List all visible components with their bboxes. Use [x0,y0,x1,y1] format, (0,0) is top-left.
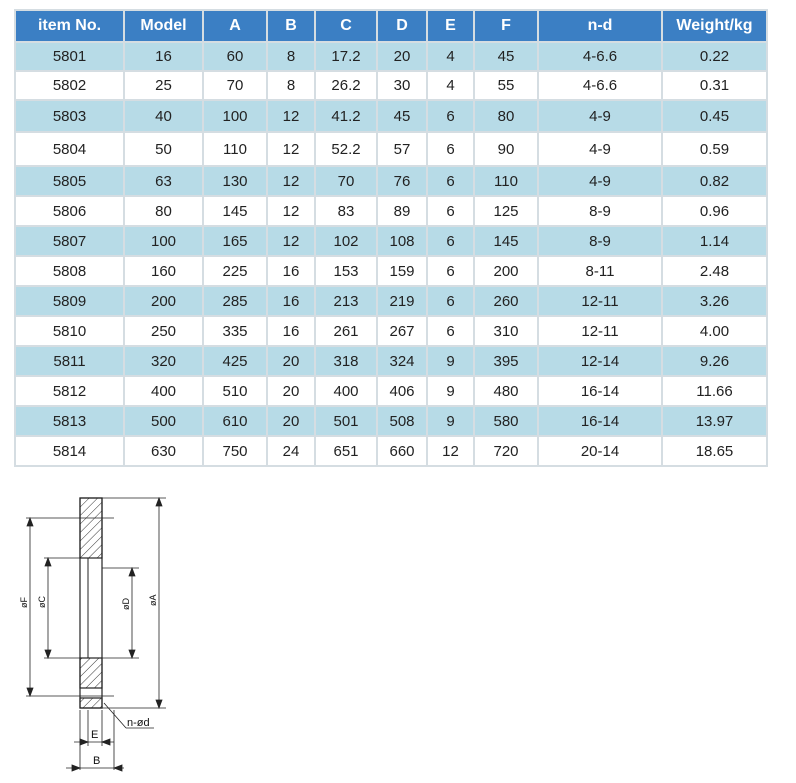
table-cell: 5801 [16,43,123,70]
table-cell: 400 [316,377,376,405]
table-cell: 651 [316,437,376,465]
table-body [16,43,766,465]
table-cell: 5804 [16,133,123,165]
table-cell: 630 [125,437,202,465]
table-cell: 8 [268,43,314,70]
table-row [16,101,766,131]
table-cell: 261 [316,317,376,345]
table-cell: 0.96 [663,197,766,225]
table-cell: 5812 [16,377,123,405]
table-cell: 12 [268,227,314,255]
table-cell: 108 [378,227,426,255]
table-cell: 5807 [16,227,123,255]
table-cell: 5809 [16,287,123,315]
table-cell: 16 [125,43,202,70]
table-cell: 17.2 [316,43,376,70]
table-cell: 0.22 [663,43,766,70]
column-header: E [428,11,473,41]
table-cell: 660 [378,437,426,465]
table-cell: 406 [378,377,426,405]
dimension-d-label: øD [121,598,131,610]
table-cell: 89 [378,197,426,225]
flange-spec-table [14,9,768,467]
table-cell: 60 [204,43,266,70]
table-cell: 425 [204,347,266,375]
table-cell: 52.2 [316,133,376,165]
column-header: A [204,11,266,41]
table-row [16,167,766,195]
table-cell: 83 [316,197,376,225]
table-cell: 20 [378,43,426,70]
table-row [16,287,766,315]
table-cell: 3.26 [663,287,766,315]
table-cell: 159 [378,257,426,285]
table-cell: 63 [125,167,202,195]
column-header: n-d [539,11,661,41]
dimension-a-label: øA [148,594,158,606]
table-cell: 12 [268,133,314,165]
table-row [16,317,766,345]
table-cell: 153 [316,257,376,285]
table-cell: 90 [475,133,537,165]
table-row [16,197,766,225]
table-cell: 16 [268,287,314,315]
table-cell: 45 [475,43,537,70]
table-cell: 250 [125,317,202,345]
table-cell: 510 [204,377,266,405]
table-cell: 0.59 [663,133,766,165]
table-row [16,133,766,165]
table-cell: 2.48 [663,257,766,285]
table-cell: 5803 [16,101,123,131]
table-cell: 12-14 [539,347,661,375]
column-header: B [268,11,314,41]
table-cell: 5810 [16,317,123,345]
table-cell: 6 [428,257,473,285]
table-cell: 145 [204,197,266,225]
table-cell: 4-9 [539,133,661,165]
table-cell: 165 [204,227,266,255]
table-cell: 4-6.6 [539,72,661,99]
table-cell: 720 [475,437,537,465]
table-cell: 20 [268,407,314,435]
table-cell: 0.82 [663,167,766,195]
column-header: F [475,11,537,41]
column-header: D [378,11,426,41]
table-cell: 12 [268,101,314,131]
table-cell: 6 [428,101,473,131]
table-cell: 100 [204,101,266,131]
dimension-e-label: E [91,729,99,741]
table-cell: 125 [475,197,537,225]
table-cell: 395 [475,347,537,375]
table-cell: 55 [475,72,537,99]
table-cell: 4.00 [663,317,766,345]
dimension-b-label: B [93,755,101,767]
flange-drawing [14,488,184,778]
table-cell: 6 [428,197,473,225]
table-cell: 6 [428,227,473,255]
table-cell: 285 [204,287,266,315]
table-cell: 12-11 [539,287,661,315]
table-cell: 8-9 [539,227,661,255]
table-cell: 30 [378,72,426,99]
table-cell: 11.66 [663,377,766,405]
table-cell: 260 [475,287,537,315]
table-cell: 9 [428,347,473,375]
table-cell: 24 [268,437,314,465]
table-cell: 8-9 [539,197,661,225]
table-cell: 102 [316,227,376,255]
table-cell: 110 [475,167,537,195]
table-cell: 580 [475,407,537,435]
table-cell: 508 [378,407,426,435]
table-cell: 18.65 [663,437,766,465]
table-cell: 41.2 [316,101,376,131]
table-cell: 9 [428,377,473,405]
table-cell: 500 [125,407,202,435]
column-header: Model [125,11,202,41]
table-cell: 6 [428,133,473,165]
table-cell: 12 [268,167,314,195]
table-cell: 12 [268,197,314,225]
table-cell: 0.31 [663,72,766,99]
table-cell: 324 [378,347,426,375]
table-cell: 25 [125,72,202,99]
table-cell: 318 [316,347,376,375]
table-cell: 6 [428,287,473,315]
table-cell: 4 [428,43,473,70]
table-cell: 145 [475,227,537,255]
table-cell: 8-11 [539,257,661,285]
table-cell: 16 [268,317,314,345]
table-cell: 100 [125,227,202,255]
table-cell: 13.97 [663,407,766,435]
table-cell: 45 [378,101,426,131]
table-cell: 40 [125,101,202,131]
table-cell: 267 [378,317,426,345]
table-cell: 16 [268,257,314,285]
table-cell: 5806 [16,197,123,225]
table-row [16,72,766,99]
table-cell: 4-6.6 [539,43,661,70]
table-cell: 310 [475,317,537,345]
table-cell: 20 [268,347,314,375]
table-cell: 610 [204,407,266,435]
table-cell: 4-9 [539,167,661,195]
table-cell: 200 [475,257,537,285]
dimension-c-label: øC [37,596,47,608]
flange-section [80,498,102,708]
table-row [16,377,766,405]
table-cell: 20-14 [539,437,661,465]
table-cell: 16-14 [539,377,661,405]
table-cell: 4 [428,72,473,99]
table-cell: 480 [475,377,537,405]
column-header: C [316,11,376,41]
table-cell: 0.45 [663,101,766,131]
table-cell: 80 [125,197,202,225]
table-cell: 501 [316,407,376,435]
table-row [16,227,766,255]
table-row [16,407,766,435]
table-cell: 50 [125,133,202,165]
table-cell: 9 [428,407,473,435]
table-header-row [16,11,766,41]
table-cell: 5805 [16,167,123,195]
table-row [16,43,766,70]
table-cell: 26.2 [316,72,376,99]
table-cell: 5802 [16,72,123,99]
table-cell: 5808 [16,257,123,285]
table-cell: 200 [125,287,202,315]
table-cell: 9.26 [663,347,766,375]
table-cell: 225 [204,257,266,285]
column-header: Weight/kg [663,11,766,41]
table-cell: 320 [125,347,202,375]
table-row [16,257,766,285]
column-header: item No. [16,11,123,41]
table-row [16,437,766,465]
table-cell: 6 [428,317,473,345]
table-cell: 5811 [16,347,123,375]
table-cell: 160 [125,257,202,285]
dimension-f-label: øF [19,597,29,608]
table-row [16,347,766,375]
table-cell: 400 [125,377,202,405]
table-cell: 12-11 [539,317,661,345]
table-cell: 4-9 [539,101,661,131]
table-cell: 110 [204,133,266,165]
table-cell: 16-14 [539,407,661,435]
table-cell: 76 [378,167,426,195]
table-cell: 335 [204,317,266,345]
table-cell: 5814 [16,437,123,465]
table-cell: 219 [378,287,426,315]
table-cell: 6 [428,167,473,195]
bolt-holes-label: n-ød [127,717,150,729]
table-cell: 8 [268,72,314,99]
table-cell: 70 [204,72,266,99]
table-cell: 213 [316,287,376,315]
table-cell: 130 [204,167,266,195]
table-cell: 1.14 [663,227,766,255]
table-cell: 12 [428,437,473,465]
table-cell: 70 [316,167,376,195]
table-cell: 750 [204,437,266,465]
table-cell: 20 [268,377,314,405]
table-cell: 80 [475,101,537,131]
table-cell: 57 [378,133,426,165]
table-cell: 5813 [16,407,123,435]
